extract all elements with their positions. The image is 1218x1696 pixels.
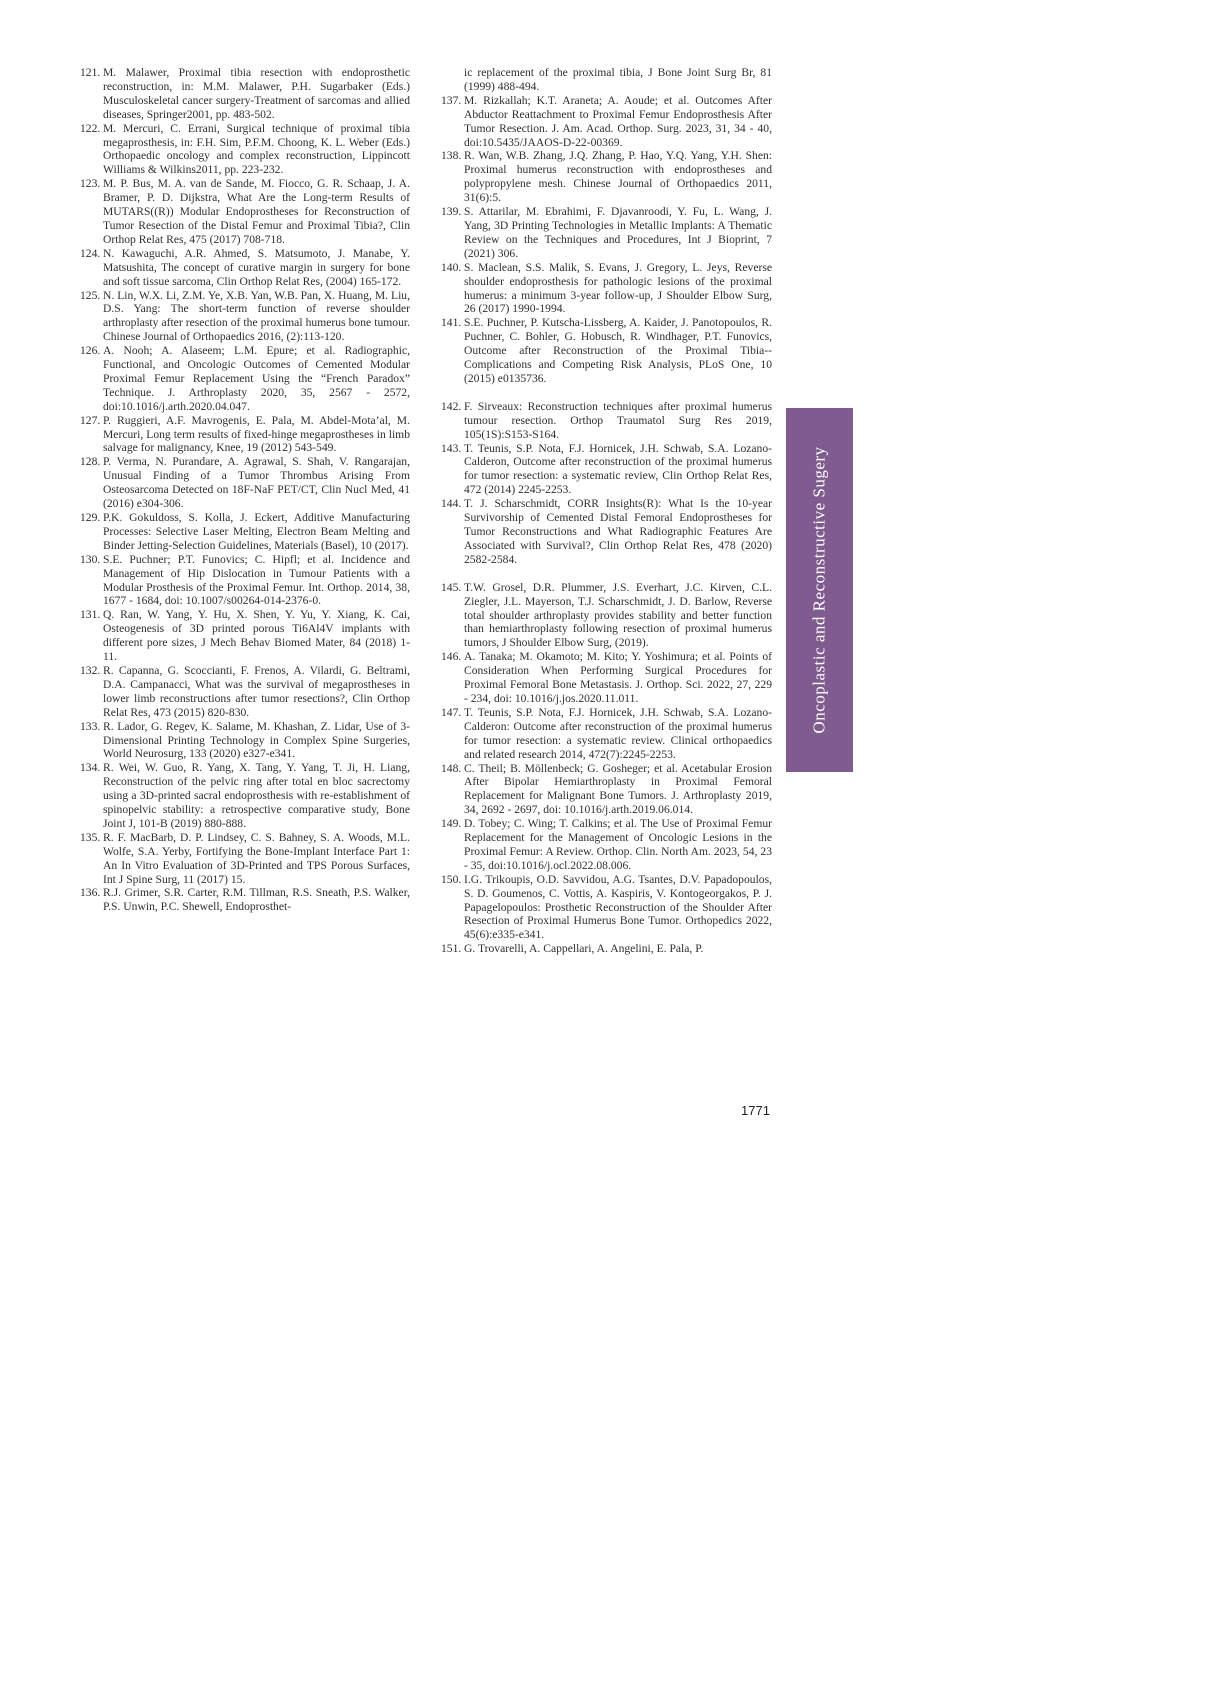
reference-number: 151. bbox=[441, 942, 462, 956]
reference-number: 145. bbox=[441, 580, 462, 594]
reference-number: 140. bbox=[441, 260, 462, 274]
reference-text: A. Nooh; A. Alaseem; L.M. Epure; et al. Radiographic, Functional, and Oncologic Outcomes of Cemented Modular Proximal Femur Replacement Using the “French Paradox” Technique. J. Arthroplasty 2020, 35, 2567 - 2572, doi:10.1016/j.arth.2020.04.047. bbox=[103, 344, 410, 413]
section-side-tab-label: Oncoplastic and Reconstructive Sugery bbox=[809, 446, 829, 734]
reference-text: T. J. Scharschmidt, CORR Insights(R): What Is the 10-year Survivorship of Cemented Distal Femoral Endoprostheses for Tumor Reconstructions and What Radiographic Features Are Associated with Survival?, Clin Orthop Relat Res, 478 (2020) 2582-2584. bbox=[464, 497, 772, 566]
reference-151 bbox=[441, 942, 772, 956]
reference-number: 141. bbox=[441, 316, 462, 330]
reference-128 bbox=[80, 455, 410, 511]
reference-text: M. Mercuri, C. Errani, Surgical technique of proximal tibia megaprosthesis, in: F.H. Sim, P.F.M. Choong, K. L. Weber (Eds.) Orthopaedic oncology and complex reconstruction, Lippincott Williams & Wilkins2011, pp. 223-232. bbox=[103, 121, 410, 177]
reference-text: F. Sirveaux: Reconstruction techniques after proximal humerus tumour resection. Orthop Traumatol Surg Res 2019, 105(1S):S153-S164. bbox=[464, 399, 772, 441]
reference-number: 142. bbox=[441, 399, 462, 413]
reference-number: 128. bbox=[80, 455, 101, 469]
reference-text: M. P. Bus, M. A. van de Sande, M. Fiocco, G. R. Schaap, J. A. Bramer, P. D. Dijkstra, What Are the Long-term Results of MUTARS((R)) Modular Endoprostheses for Reconstruction of Tumor Resection of the Distal Femur and Proximal Tibia?, Clin Orthop Relat Res, 475 (2017) 708-718. bbox=[103, 177, 410, 246]
reference-number: 125. bbox=[80, 288, 101, 302]
reference-text: M. Rizkallah; K.T. Araneta; A. Aoude; et al. Outcomes After Abductor Reattachment to Proximal Femur Endoprosthesis After Tumor Resection. J. Am. Acad. Orthop. Surg. 2023, 31, 34 - 40, doi:10.5435/JAAOS-D-22-00369. bbox=[464, 93, 772, 149]
reference-147 bbox=[441, 706, 772, 762]
reference-column-right bbox=[441, 66, 772, 956]
reference-138 bbox=[441, 149, 772, 205]
reference-text: R. Capanna, G. Scoccianti, F. Frenos, A. Vilardi, G. Beltrami, D.A. Campanacci, What was the survival of megaprostheses in lower limb reconstructions after tumor resections?, Clin Orthop Relat Res, 473 (2015) 820-830. bbox=[103, 663, 410, 719]
reference-column-left bbox=[80, 66, 410, 914]
reference-126 bbox=[80, 344, 410, 414]
reference-number: 150. bbox=[441, 872, 462, 886]
reference-146 bbox=[441, 650, 772, 706]
reference-text: N. Kawaguchi, A.R. Ahmed, S. Matsumoto, J. Manabe, Y. Matsushita, The concept of curative margin in surgery for bone and soft tissue sarcoma, Clin Orthop Relat Res, (2004) 165-172. bbox=[103, 246, 410, 288]
reference-text: P. Ruggieri, A.F. Mavrogenis, E. Pala, M. Abdel-Mota’al, M. Mercuri, Long term results of fixed-hinge megaprostheses in limb salvage for malignancy, Knee, 19 (2012) 543-549. bbox=[103, 413, 410, 455]
reference-number: 132. bbox=[80, 663, 101, 677]
reference-150 bbox=[441, 873, 772, 943]
reference-text: R. Wan, W.B. Zhang, J.Q. Zhang, P. Hao, Y.Q. Yang, Y.H. Shen: Proximal humerus reconstruction with endoprostheses and polypropylene mesh. Chinese Journal of Orthopaedics 2011, 31(6):5. bbox=[464, 149, 772, 205]
reference-number: 143. bbox=[441, 441, 462, 455]
reference-136-continuation bbox=[441, 66, 772, 94]
reference-text: R. Lador, G. Regev, K. Salame, M. Khashan, Z. Lidar, Use of 3-Dimensional Printing Technology in Complex Spine Surgeries, World Neurosurg, 133 (2020) e327-e341. bbox=[103, 719, 410, 761]
reference-number: 138. bbox=[441, 149, 462, 163]
reference-number: 121. bbox=[80, 66, 101, 79]
reference-125 bbox=[80, 289, 410, 345]
reference-number: 123. bbox=[80, 177, 101, 191]
reference-148 bbox=[441, 762, 772, 818]
reference-text: A. Tanaka; M. Okamoto; M. Kito; Y. Yoshimura; et al. Points of Consideration When Performing Surgical Procedures for Proximal Femoral Bone Metastasis. J. Orthop. Sci. 2022, 27, 229 - 234, doi: 10.1016/j.jos.2020.11.011. bbox=[464, 650, 772, 705]
reference-137 bbox=[441, 94, 772, 150]
reference-text: S.E. Puchner, P. Kutscha-Lissberg, A. Kaider, J. Panotopoulos, R. Puchner, C. Bohler, G. Hobusch, R. Windhager, P.T. Funovics, Outcome after Reconstruction of the Proximal Tibia--Complications and Competing Risk Analysis, PLoS One, 10 (2015) e0135736. bbox=[464, 316, 772, 385]
reference-number: 131. bbox=[80, 608, 101, 622]
reference-number: 129. bbox=[80, 511, 101, 524]
reference-text: D. Tobey; C. Wing; T. Calkins; et al. The Use of Proximal Femur Replacement for the Management of Oncologic Lesions in the Proximal Femur: A Review. Orthop. Clin. North Am. 2023, 54, 23 - 35, doi:10.1016/j.ocl.2022.08.006. bbox=[464, 817, 772, 872]
reference-number: 135. bbox=[80, 830, 101, 844]
reference-130 bbox=[80, 553, 410, 609]
reference-text: R. F. MacBarb, D. P. Lindsey, C. S. Bahney, S. A. Woods, M.L. Wolfe, S.A. Yerby, Fortifying the Bone-Implant Interface Part 1: An In Vitro Evaluation of 3D-Printed and TPS Porous Surfaces, Int J Spine Surg, 11 (2017) 15. bbox=[103, 830, 410, 886]
section-side-tab bbox=[786, 408, 853, 772]
reference-number: 124. bbox=[80, 246, 101, 260]
reference-134 bbox=[80, 761, 410, 831]
reference-text: T. Teunis, S.P. Nota, F.J. Hornicek, J.H. Schwab, S.A. Lozano-Calderon: Outcome after reconstruction of the proximal humerus for tumor resection: a systematic review. Clinical orthopaedics and related research 2014, 472(7):2245-2253. bbox=[464, 705, 772, 761]
reference-140 bbox=[441, 261, 772, 317]
reference-121 bbox=[80, 66, 410, 122]
reference-144 bbox=[441, 497, 772, 567]
reference-127 bbox=[80, 414, 410, 456]
reference-143 bbox=[441, 442, 772, 498]
reference-text: C. Theil; B. Möllenbeck; G. Gosheger; et al. Acetabular Erosion After Bipolar Hemiarthroplasty in Proximal Femoral Replacement for Malignant Bone Tumors. J. Arthroplasty 2019, 34, 2692 - 2697, doi: 10.1016/j.arth.2019.06.014. bbox=[464, 761, 772, 817]
reference-129 bbox=[80, 511, 410, 553]
reference-number: 137. bbox=[441, 93, 462, 107]
reference-149 bbox=[441, 817, 772, 873]
reference-text: I.G. Trikoupis, O.D. Savvidou, A.G. Tsantes, D.V. Papadopoulos, S. D. Goumenos, C. Vottis, A. Kaspiris, V. Kontogeorgakos, P. J. Papagelopoulos: Prosthetic Reconstruction of the Shoulder After Resection of Proximal Humerus Bone Tumor. Orthopedics 2022, 45(6):e335-e341. bbox=[464, 872, 772, 942]
reference-136 bbox=[80, 886, 410, 914]
reference-text: P.K. Gokuldoss, S. Kolla, J. Eckert, Additive Manufacturing Processes: Selective Laser Melting, Electron Beam Melting and Binder Jetting-Selection Guidelines, Materials (Basel), 10 (2017). bbox=[103, 511, 410, 552]
reference-text: R.J. Grimer, S.R. Carter, R.M. Tillman, R.S. Sneath, P.S. Walker, P.S. Unwin, P.C. Shewell, Endoprosthet- bbox=[103, 886, 410, 914]
reference-text: S.E. Puchner; P.T. Funovics; C. Hipfl; et al. Incidence and Management of Hip Dislocation in Tumour Patients with a Modular Prosthesis of the Proximal Femur. Int. Orthop. 2014, 38, 1677 - 1684, doi: 10.1007/s00264-014-2376-0. bbox=[103, 552, 410, 608]
reference-number: 144. bbox=[441, 497, 462, 511]
reference-number: 134. bbox=[80, 761, 101, 775]
reference-142 bbox=[441, 400, 772, 442]
reference-text: M. Malawer, Proximal tibia resection with endoprosthetic reconstruction, in: M.M. Malawer, P.H. Sugarbaker (Eds.) Musculoskeletal cancer surgery-Treatment of sarcomas and allied diseases, Springer2001, pp. 483-502. bbox=[103, 66, 410, 121]
reference-text: S. Maclean, S.S. Malik, S. Evans, J. Gregory, L. Jeys, Reverse shoulder endoprosthesis for pathologic lesions of the proximal humerus: a minimum 3-year follow-up, J Shoulder Elbow Surg, 26 (2017) 1990-1994. bbox=[464, 260, 772, 316]
reference-133 bbox=[80, 720, 410, 762]
reference-124 bbox=[80, 247, 410, 289]
reference-number: 147. bbox=[441, 705, 462, 719]
reference-135 bbox=[80, 831, 410, 887]
reference-text: ic replacement of the proximal tibia, J Bone Joint Surg Br, 81 (1999) 488-494. bbox=[464, 66, 772, 93]
reference-123 bbox=[80, 177, 410, 247]
reference-122 bbox=[80, 122, 410, 178]
reference-number: 136. bbox=[80, 886, 101, 900]
reference-number: 127. bbox=[80, 413, 101, 427]
reference-text: R. Wei, W. Guo, R. Yang, X. Tang, Y. Yang, T. Ji, H. Liang, Reconstruction of the pelvic ring after total en bloc sacrectomy using a 3D-printed sacral endoprosthesis with re-establishment of spinopelvic stability: a retrospective comparative study, Bone Joint J, 101-B (2019) 880-888. bbox=[103, 761, 410, 830]
reference-number: 122. bbox=[80, 121, 101, 135]
reference-131 bbox=[80, 608, 410, 664]
reference-text: P. Verma, N. Purandare, A. Agrawal, S. Shah, V. Rangarajan, Unusual Finding of a Tumor Thrombus Arising From Osteosarcoma Detected on 18F-NaF PET/CT, Clin Nucl Med, 41 (2016) e304-306. bbox=[103, 455, 410, 511]
reference-number: 139. bbox=[441, 205, 462, 219]
page-number: 1771 bbox=[741, 1103, 770, 1118]
reference-number: 148. bbox=[441, 761, 462, 775]
reference-number: 130. bbox=[80, 552, 101, 566]
reference-text: N. Lin, W.X. Li, Z.M. Ye, X.B. Yan, W.B. Pan, X. Huang, M. Liu, D.S. Yang: The short-term function of reverse shoulder arthroplasty after resection of the proximal humerus bone tumour. Chinese Journal of Orthopaedics 2016, (2):113-120. bbox=[103, 288, 410, 344]
reference-139 bbox=[441, 205, 772, 261]
reference-141 bbox=[441, 316, 772, 386]
reference-text: G. Trovarelli, A. Cappellari, A. Angelini, E. Pala, P. bbox=[464, 942, 704, 956]
reference-number: 133. bbox=[80, 719, 101, 733]
reference-number: 149. bbox=[441, 817, 462, 831]
reference-145 bbox=[441, 581, 772, 651]
reference-text: Q. Ran, W. Yang, Y. Hu, X. Shen, Y. Yu, Y. Xiang, K. Cai, Osteogenesis of 3D printed porous Ti6Al4V implants with different pore sizes, J Mech Behav Biomed Mater, 84 (2018) 1-11. bbox=[103, 608, 410, 664]
reference-text: T.W. Grosel, D.R. Plummer, J.S. Everhart, J.C. Kirven, C.L. Ziegler, J.L. Mayerson, T.J. Scharschmidt, J. D. Barlow, Reverse total shoulder arthroplasty provides stability and better function than hemiarthroplasty following resection of proximal humerus tumors, J Shoulder Elbow Surg, (2019). bbox=[464, 580, 772, 650]
reference-132 bbox=[80, 664, 410, 720]
reference-number: 126. bbox=[80, 344, 101, 358]
reference-number: 146. bbox=[441, 650, 462, 664]
reference-text: S. Attarilar, M. Ebrahimi, F. Djavanroodi, Y. Fu, L. Wang, J. Yang, 3D Printing Technologies in Metallic Implants: A Thematic Review on the Techniques and Procedures, Int J Bioprint, 7 (2021) 306. bbox=[464, 205, 772, 260]
reference-text: T. Teunis, S.P. Nota, F.J. Hornicek, J.H. Schwab, S.A. Lozano-Calderon, Outcome after reconstruction of the proximal humerus for tumor resection: a systematic review, Clin Orthop Relat Res, 472 (2014) 2245-2253. bbox=[464, 441, 772, 497]
